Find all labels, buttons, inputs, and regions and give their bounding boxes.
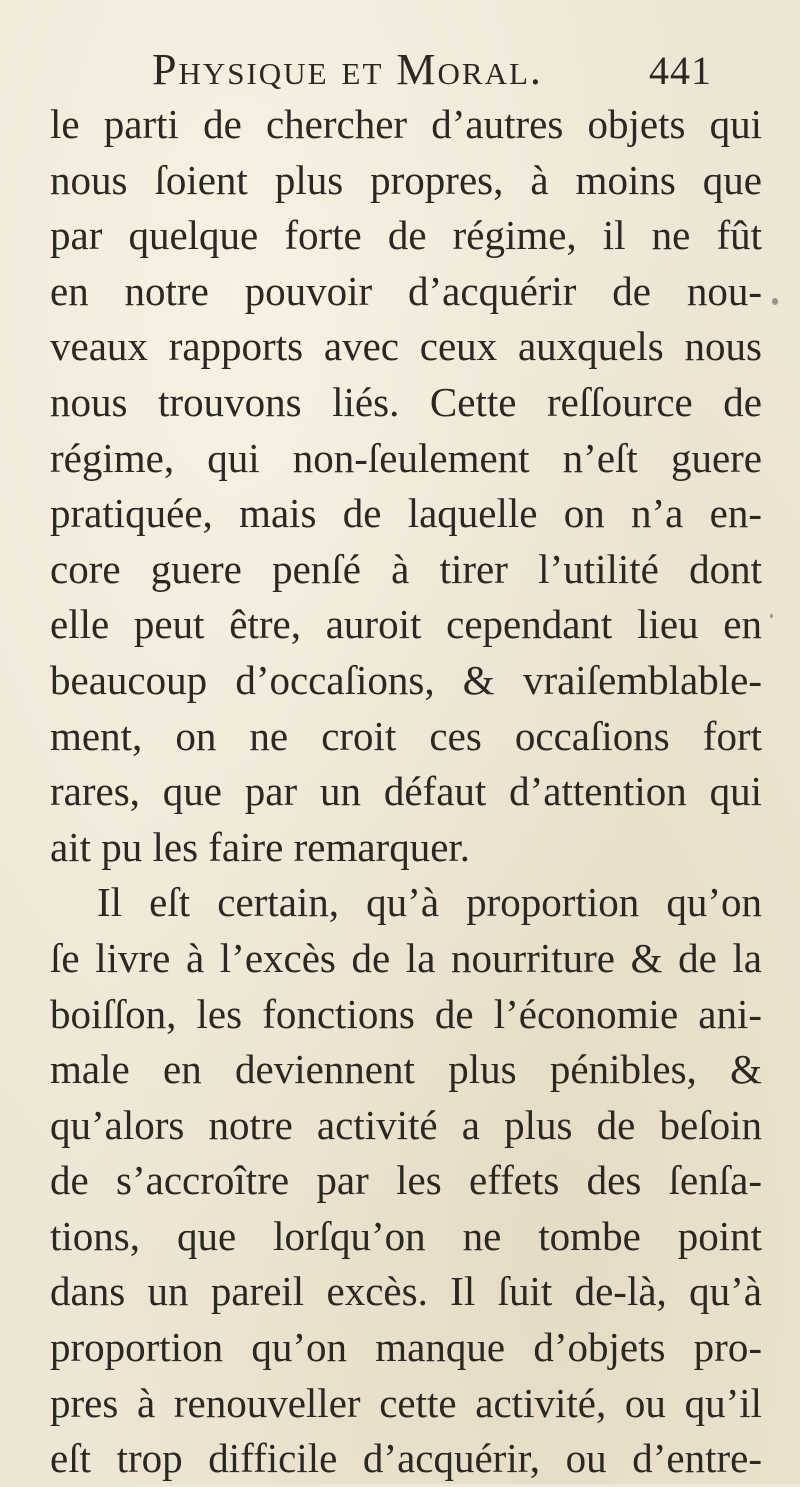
text-line: proportion qu’on manque d’objets pro- (50, 1324, 762, 1371)
text-line: pres à renouveller cette activité, ou qu’il (50, 1379, 762, 1426)
text-line: rares, que par un défaut d’attention qui (50, 768, 762, 815)
text-line: eſt trop difficile d’acquérir, ou d’entre- (50, 1435, 762, 1482)
paper-speck (770, 614, 773, 618)
text-line: par quelque forte de régime, il ne fût (50, 212, 762, 259)
text-line: nous ſoient plus propres, à moins que (50, 156, 762, 203)
text-line: elle peut être, auroit cependant lieu en (50, 601, 762, 648)
text-line: beaucoup d’occaſions, & vraiſemblable- (50, 656, 762, 703)
text-line: nous trouvons liés. Cette reſſource de (50, 378, 762, 425)
text-line: ment, on ne croit ces occaſions fort (50, 712, 762, 759)
text-line: qu’alors notre activité a plus de beſoin (50, 1101, 762, 1148)
text-line: male en deviennent plus pénibles, & (50, 1046, 762, 1093)
text-line: boiſſon, les fonctions de l’économie ani- (50, 990, 762, 1037)
text-line: core guere penſé à tirer l’utilité dont (50, 545, 762, 592)
text-line: de s’accroître par les effets des ſenſa- (50, 1157, 762, 1204)
text-line: tions, que lorſqu’on ne tombe point (50, 1212, 762, 1259)
page-number: 441 (649, 48, 712, 93)
body-text (50, 97, 762, 1487)
paper-speck (772, 298, 778, 305)
text-line: en notre pouvoir d’acquérir de nou- (50, 267, 762, 314)
running-head (152, 44, 712, 96)
text-line: pratiquée, mais de laquelle on n’a en- (50, 490, 762, 537)
running-title: Physique et Moral. (152, 45, 543, 94)
text-line-paragraph-end: ait pu les faire remarquer. (50, 823, 471, 870)
text-line: veaux rapports avec ceux auxquels nous (50, 323, 762, 370)
text-line: régime, qui non-ſeulement n’eſt guere (50, 434, 762, 481)
text-line: le parti de chercher d’autres objets qui (50, 101, 762, 147)
text-line-paragraph-start: Il eſt certain, qu’à proportion qu’on (97, 879, 762, 926)
text-line: ſe livre à l’excès de la nourriture & de la (50, 934, 762, 981)
text-line: dans un pareil excès. Il ſuit de-là, qu’à (50, 1268, 762, 1315)
